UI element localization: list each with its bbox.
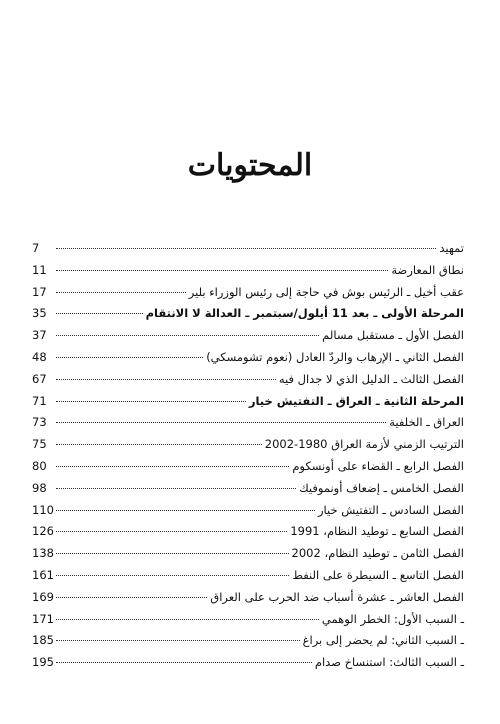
toc-title: ـ السبب الثالث: استنساخ صدام [314,655,464,670]
toc-title: الفصل العاشر ـ عشرة أسباب ضد الحرب على العراق [210,589,464,604]
toc-title: عقب أخيل ـ الرئيس بوش في حاجة إلى رئيس الوزراء بلير [188,284,464,299]
toc-page-number: 195 [32,655,54,670]
toc-entry [32,282,464,304]
toc-entry [32,478,464,500]
toc-dot-leader [56,270,388,271]
toc-page-number: 126 [32,524,54,539]
toc-dot-leader [56,379,276,380]
toc-title: الفصل التاسع ـ السيطرة على النفط [292,567,464,582]
toc-title: تمهيد [439,241,464,255]
toc-page-number: 138 [32,546,54,561]
toc-title: الفصل السابع ـ توطيد النظام، 1991 [290,524,464,539]
toc-title: الفصل الثالث ـ الدليل الذي لا جدال فيه [278,371,464,386]
toc-dot-leader [56,401,246,402]
toc-dot-leader [56,466,289,467]
toc-page-number: 67 [32,371,47,386]
toc-entry [32,238,464,260]
table-of-contents [32,238,464,674]
toc-title: الفصل الثاني ـ الإرهاب والردّ العادل (نعوم تشومسكي) [206,349,464,364]
toc-dot-leader [56,531,287,532]
toc-dot-leader [56,357,203,358]
toc-title: نطاق المعارضة [391,262,464,277]
toc-entry [32,565,464,587]
toc-entry [32,543,464,565]
toc-dot-leader [56,597,207,598]
toc-entry [32,630,464,652]
toc-entry [32,456,464,478]
toc-dot-leader [56,248,436,249]
toc-page-number: 80 [32,458,47,473]
toc-page-number: 73 [32,415,47,430]
toc-title: الفصل الأول ـ مستقبل مسالم [322,328,464,343]
toc-entry [32,260,464,282]
toc-dot-leader [56,640,300,641]
toc-dot-leader [56,444,262,445]
toc-title: ـ السبب الأول: الخطر الوهمي [321,611,464,626]
toc-page-number: 37 [32,328,47,343]
toc-entry [32,521,464,543]
toc-page-number: 98 [32,480,47,495]
toc-entry [32,369,464,391]
page-title: المحتويات [187,148,313,183]
toc-dot-leader [56,553,289,554]
toc-entry [32,347,464,369]
toc-title: المرحلة الأولى ـ بعد 11 أيلول/سبتمبر ـ العدالة لا الانتقام [145,306,464,321]
toc-title: المرحلة الثانية ـ العراق ـ التفتيش خيار [248,393,464,408]
toc-page-number: 17 [32,284,47,299]
toc-page-number: 35 [32,306,47,321]
toc-entry [32,587,464,609]
toc-title: الفصل الثامن ـ توطيد النظام، 2002 [291,546,464,561]
toc-dot-leader [56,422,386,423]
toc-entry [32,609,464,631]
toc-entry [32,391,464,413]
toc-entry [32,434,464,456]
toc-title: العراق ـ الخلفية [389,415,464,430]
toc-entry [32,412,464,434]
toc-title: الفصل الرابع ـ القضاء على أونسكوم [292,458,464,473]
toc-page-number: 71 [32,393,47,408]
toc-entry [32,303,464,325]
toc-page-number: 7 [32,241,40,255]
toc-title: الترتيب الزمني لأزمة العراق 1980-2002 [264,437,464,452]
toc-page-number: 185 [32,633,54,648]
toc-page-number: 110 [32,502,54,517]
toc-page-number: 75 [32,437,47,452]
toc-title: ـ السبب الثاني: لم يحضر إلى براغ [302,633,464,648]
toc-page-number: 171 [32,611,54,626]
toc-dot-leader [56,662,312,663]
toc-dot-leader [56,335,319,336]
toc-page-number: 11 [32,262,47,277]
toc-dot-leader [56,313,143,314]
toc-page-number: 169 [32,589,54,604]
toc-dot-leader [56,619,319,620]
toc-dot-leader [56,510,315,511]
toc-dot-leader [56,488,296,489]
toc-entry [32,500,464,522]
toc-title: الفصل الخامس ـ إضعاف أونموفيك [299,480,464,495]
toc-entry [32,325,464,347]
toc-dot-leader [56,292,186,293]
toc-page-number: 161 [32,567,54,582]
toc-dot-leader [56,575,289,576]
toc-title: الفصل السادس ـ التفتيش خيار [317,502,464,517]
toc-entry [32,652,464,674]
toc-page-number: 48 [32,349,47,364]
